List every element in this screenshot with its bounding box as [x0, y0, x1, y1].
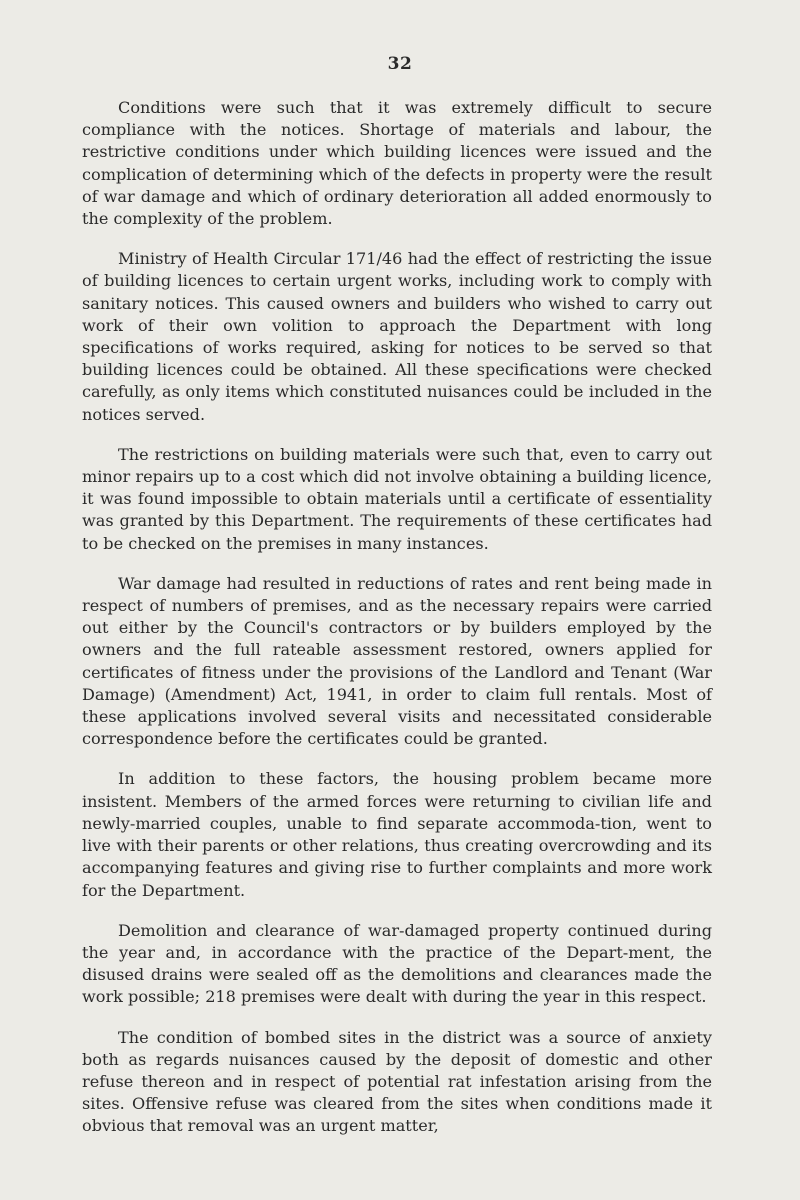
paragraph-bombed-sites: The condition of bombed sites in the district was a source of anxiety both as regards nuisances caused by the deposit of domestic and other refuse thereon and in respect of potential rat infestation arising from the sites. Offensive refuse was cleared from the sites when conditions made it obvious that removal was an urgent matter,	[82, 1027, 712, 1136]
paragraph-demolition-clearance: Demolition and clearance of war-damaged property continued during the year and, in accordance with the practice of the Depart-ment, the disused drains were sealed off as the demolitions and clearances made the work possible; 218 premises were dealt with during the year in this respect.	[82, 920, 712, 1007]
paragraph-war-damage-certificates: War damage had resulted in reductions of rates and rent being made in respect of numbers of premises, and as the necessary repairs were carried out either by the Council's contractors or by builders employed by the owners and the full rateable assessment restored, owners applied for certificates of fitness under the provisions of the Landlord and Tenant (War Damage) (Amendment) Act, 1941, in order to claim full rentals. Most of these applications involved several visits and necessitated considerable correspondence before the certificates could be granted.	[82, 573, 712, 749]
paragraph-material-restrictions: The restrictions on building materials were such that, even to carry out minor repairs up to a cost which did not involve obtaining a building licence, it was found impossible to obtain materials until a certificate of essentiality was granted by this Department. The requirements of these certificates had to be checked on the premises in many instances.	[82, 444, 712, 553]
paragraph-ministry-circular: Ministry of Health Circular 171/46 had the effect of restricting the issue of building licences to certain urgent works, including work to comply with sanitary notices. This caused owners and builders who wished to carry out work of their own volition to approach the Department with long specifications of works required, asking for notices to be served so that building licences could be obtained. All these specifications were checked carefully, as only items which constituted nuisances could be included in the notices served.	[82, 249, 712, 424]
page-number: 32	[387, 54, 413, 74]
document-body	[82, 97, 712, 1156]
paragraph-housing-problem: In addition to these factors, the housing problem became more insistent. Members of the armed forces were returning to civilian life and newly-married couples, unable to find separate accommoda-tion, went to live with their parents or other relations, thus creating overcrowding and its accompanying features and giving rise to further complaints and more work for the Department.	[82, 769, 712, 900]
paragraph-compliance-conditions: Conditions were such that it was extremely difficult to secure compliance with the notices. Shortage of materials and labour, the restrictive conditions under which building licences were issued and the complication of determining which of the defects in property were the result of war damage and which of ordinary deterioration all added enormously to the complexity of the problem.	[82, 98, 712, 229]
